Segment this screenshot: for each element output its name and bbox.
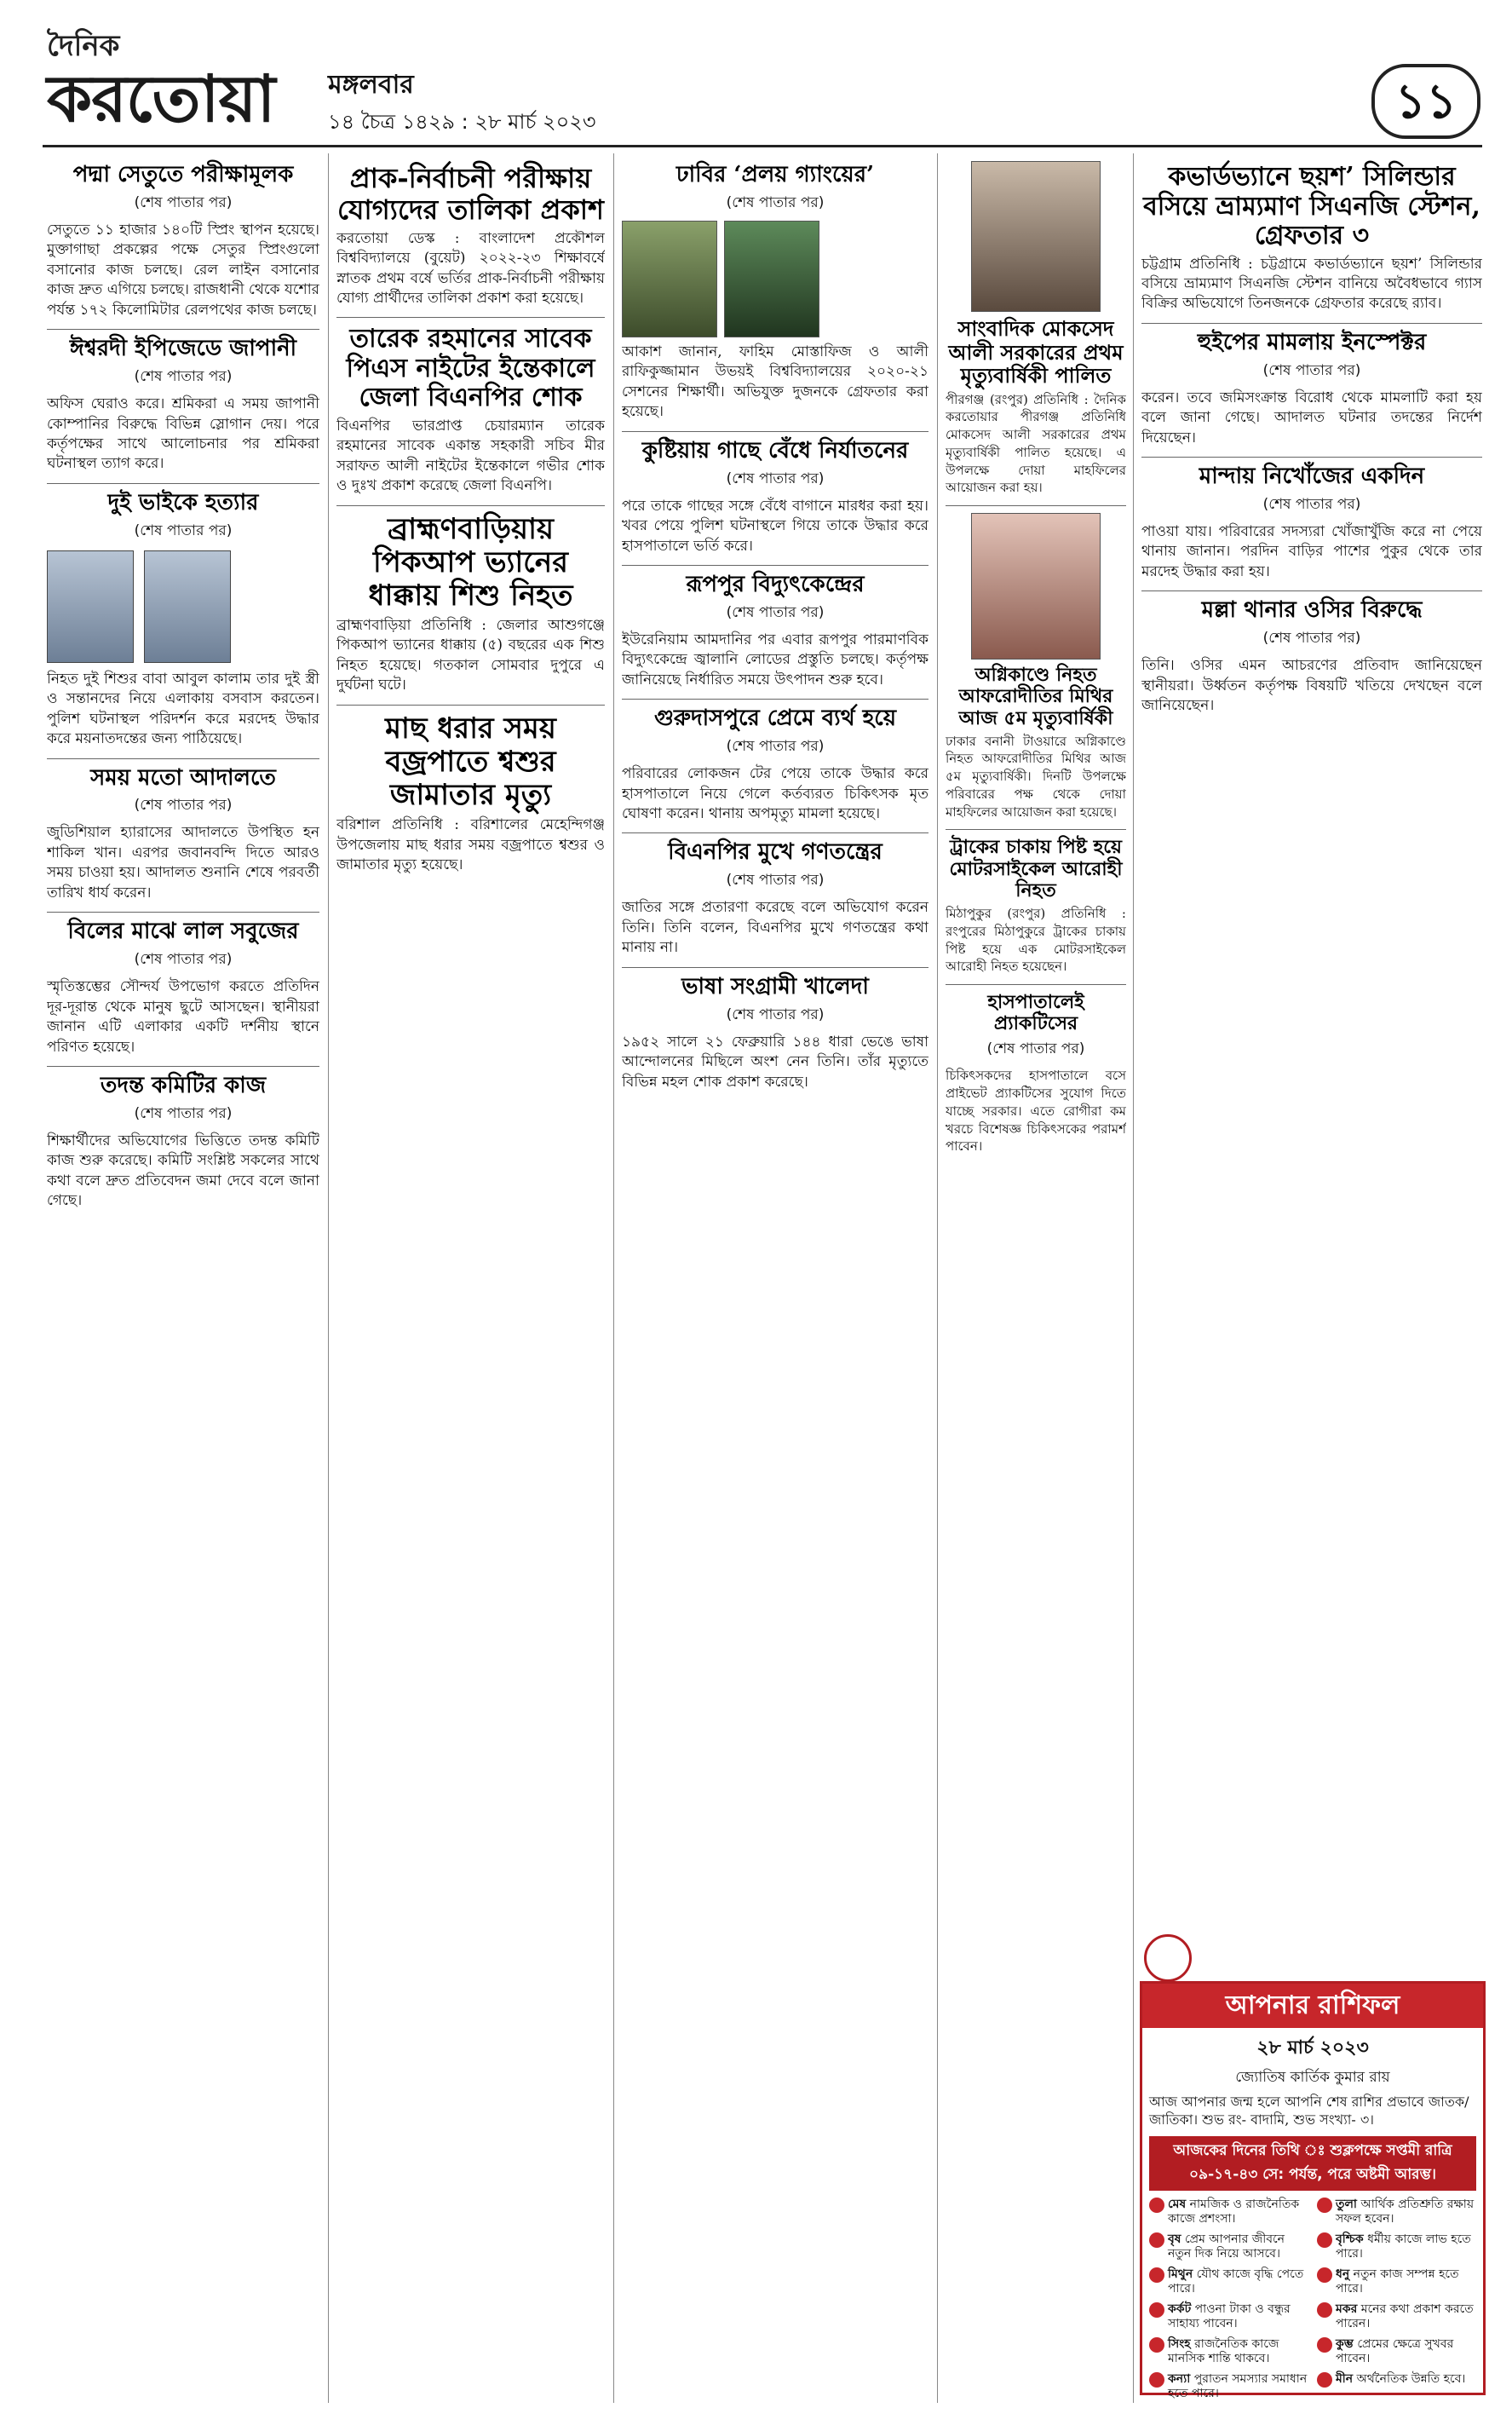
article-separator [47,483,319,484]
article-body: ইউরেনিয়াম আমদানির পর এবার রূপপুর পারমাণবিক বিদ্যুৎকেন্দ্রে জ্বালানি লোডের প্রস্তুতি চলছে। কর্তৃপক্ষ জানিয়েছে নির্ধারিত সময়ে উৎপাদন শুরু হবে। [622,631,928,688]
article-separator [622,699,928,700]
zodiac-icon [1317,2337,1332,2353]
article-body: আকাশ জানান, ফাহিম মোস্তাফিজ ও আলী রাফিকুজ্জামান উভয়ই বিশ্ববিদ্যালয়ের ২০২০-২১ সেশনের শিক্ষার্থী। অভিযুক্ত দুজনকে গ্রেফতার করা হয়েছে। [622,343,928,421]
zodiac-icon [1149,2232,1164,2248]
zodiac-name: ধনু [1336,2267,1350,2281]
article-separator [622,431,928,432]
zodiac-name: বৃষ [1168,2232,1181,2246]
article [1141,163,1482,314]
zodiac-name: মিথুন [1168,2267,1193,2281]
article-body: নিহত দুই শিশুর বাবা আবুল কালাম তার দুই স্ত্রী ও সন্তানদের নিয়ে এলাকায় বসবাস করতেন। পুলিশ ঘটনাস্থল পরিদর্শন করে মরদেহ উদ্ধার করে ময়নাতদন্তের জন্য পাঠিয়েছে। [47,670,319,748]
zodiac-sign [1149,2372,1308,2402]
article-headline: অগ্নিকাণ্ডে নিহত আফরোদীতির মিথির আজ ৫ম মৃত্যুবার্ষিকী [958,663,1113,729]
article-separator [1141,590,1482,591]
article [622,163,928,423]
zodiac-icon [1149,2198,1164,2213]
article-separator [336,317,605,318]
article-continuation: (শেষ পাতার পর) [986,1040,1085,1058]
zodiac-icon [1317,2267,1332,2283]
journalist-portrait [971,161,1101,312]
article-body: সেতুতে ১১ হাজার ১৪০টি স্প্রিং স্থাপন হয়েছে। মুক্তাগাছা প্রকল্পের পক্ষে সেতুর স্প্রিংগুলো বসানোর কাজ চলছে। রেল লাইন বসানোর কাজ দ্রুত এগিয়ে চলছে। রাজধানী থেকে যশোর পর্যন্ত ১৭২ কিলোমিটার রেলপথের কাজ চলছে। [47,221,319,319]
zodiac-signs [1142,2194,1483,2405]
zodiac-text: প্রেমের ক্ষেত্রে সুখবর পাবেন। [1336,2336,1454,2366]
article [622,439,928,556]
article-continuation: (শেষ পাতার পর) [134,1104,233,1122]
article-body: পরিবারের লোকজন টের পেয়ে তাকে উদ্ধার করে হাসপাতালে নিয়ে গেলে কর্তব্যরত চিকিৎসক মৃত ঘোষণা করেন। থানায় অপমৃত্যু মামলা হয়েছে। [622,765,928,822]
article-headline: ঢাবির ‘প্রলয় গ্যাংয়ের’ [676,162,875,187]
article-body: চট্টগ্রাম প্রতিনিধি : চট্টগ্রামে কভার্ডভ্যানে ছয়শ’ সিলিন্ডার বসিয়ে ভ্রাম্যমাণ সিএনজি স্টেশন বানিয়ে অবৈধভাবে গ্যাস বিক্রির অভিযোগে তিনজনকে গ্রেফতার করেছে র‌্যাব। [1141,255,1482,313]
article [47,919,319,1057]
horoscope-tithi: আজকের দিনের তিথি ঃ শুক্লপক্ষে সপ্তমী রাত্রি ০৯-১৭-৪৩ সে: পর্যন্ত, পরে অষ্টমী আরম্ভ। [1149,2136,1476,2191]
article-separator [47,758,319,759]
victim-portrait [971,513,1101,660]
article-continuation: (শেষ পাতার পর) [134,193,233,211]
page-number: ১১ [1371,64,1480,139]
article-separator [47,329,319,330]
zodiac-name: মেষ [1168,2197,1187,2211]
article-body: ১৯৫২ সালে ২১ ফেব্রুয়ারি ১৪৪ ধারা ভেঙে ভাষা আন্দোলনের মিছিলে অংশ নেন তিনি। তাঁর মৃত্যুতে বিভিন্ন মহল শোক প্রকাশ করেছে। [622,1033,928,1091]
zodiac-text: ধর্মীয় কাজে লাভ হতে পারে। [1336,2232,1471,2261]
zodiac-name: কুম্ভ [1336,2336,1354,2351]
article-separator [622,967,928,968]
article [47,163,319,320]
zodiac-text: প্রেম আপনার জীবনে নতুন দিক নিয়ে আসবে। [1168,2232,1285,2261]
article-headline: গুরুদাসপুরে প্রেমে ব্যর্থ হয়ে [653,706,897,732]
article-continuation: (শেষ পাতার পর) [726,193,825,211]
article [946,161,1126,497]
newspaper-name-small: দৈনিক [47,29,120,63]
zodiac-name: বৃশ্চিক [1336,2232,1364,2246]
accused-photos [622,221,928,337]
zodiac-icon [1149,2337,1164,2353]
article-headline: মল্লা থানার ওসির বিরুদ্ধে [1201,597,1423,624]
article-body: পাওয়া যায়। পরিবারের সদস্যরা খোঁজাখুঁজি করে না পেয়ে থানায় জানান। পরদিন বাড়ির পাশের পুকুর থেকে তার মরদেহ উদ্ধার করা হয়। [1141,523,1482,580]
victim-photo [47,550,134,663]
zodiac-sign [1149,2198,1308,2227]
newspaper-logo: করতোয়া [47,60,275,136]
zodiac-name: কর্কট [1168,2301,1192,2316]
zodiac-text: আর্থিক প্রতিশ্রুতি রক্ষায় সফল হবেন। [1336,2197,1475,2226]
article-separator [1141,457,1482,458]
article-continuation: (শেষ পাতার পর) [134,368,233,386]
article-separator [47,912,319,913]
article [336,163,605,308]
article-separator [946,984,1126,985]
zodiac-sign [1317,2337,1476,2367]
zodiac-sign [1317,2267,1476,2297]
article-body: বিএনপির ভারপ্রাপ্ত চেয়ারম্যান তারেক রহমানের সাবেক একান্ত সহকারী সচিব মীর সরাফত আলী নাইটের ইন্তেকালে গভীর শোক ও দুঃখ প্রকাশ করেছে জেলা বিএনপি। [336,417,605,495]
article [1141,598,1482,716]
article-separator [1141,323,1482,324]
article-headline: ভাষা সংগ্রামী খালেদা [681,973,869,999]
article-headline: বিএনপির মুখে গণতন্ত্রের [668,839,882,866]
article [946,837,1126,976]
article-headline: হাসপাতালেই প্র্যাকটিসের [987,990,1084,1035]
column-divider [613,153,614,2403]
article-continuation: (শেষ পাতার পর) [1262,361,1361,379]
zodiac-sign [1317,2302,1476,2332]
article-headline: ট্রাকের চাকায় পিষ্ট হয়ে মোটরসাইকেল আরোহী নিহত [949,836,1123,902]
article-body: বরিশাল প্রতিনিধি : বরিশালের মেহেন্দিগঞ্জ উপজেলায় মাছ ধরার সময় বজ্রপাতে শ্বশুর ও জামাতার মৃত্যু হয়েছে। [336,816,605,873]
zodiac-icon [1149,2372,1164,2388]
zodiac-icon [1317,2302,1332,2318]
issue-date: ১৪ চৈত্র ১৪২৯ : ২৮ মার্চ ২০২৩ [328,110,596,134]
zodiac-icon [1317,2232,1332,2248]
article-continuation: (শেষ পাতার পর) [726,872,825,890]
article-headline: হুইপের মামলায় ইনস্পেক্টর [1197,329,1427,355]
zodiac-text: পুরাতন সমস্যার সমাধান হতে পারে। [1168,2371,1308,2401]
issue-day: মঙ্গলবার [328,70,414,100]
zodiac-icon [1149,2302,1164,2318]
article-body: পীরগঞ্জ (রংপুর) প্রতিনিধি : দৈনিক করতোয়ার পীরগঞ্জ প্রতিনিধি মোকসেদ আলী সরকারের প্রথম মৃত্যুবার্ষিকী পালিত হয়েছে। এ উপলক্ষে দোয়া মাহফিলের আয়োজন করা হয়। [946,391,1126,496]
article-headline: রূপপুর বিদ্যুৎকেন্দ্রের [686,571,865,597]
zodiac-name: কন্যা [1168,2371,1191,2386]
victim-photo [144,550,231,663]
article [1141,331,1482,448]
horoscope-author: জ্যোতিষ কার্তিক কুমার রায় [1235,2069,1390,2086]
horoscope-title: আপনার রাশিফল [1142,1984,1483,2028]
article [336,712,605,876]
article-continuation: (শেষ পাতার পর) [726,469,825,487]
article [622,840,928,958]
article-headline: তদন্ত কমিটির কাজ [100,1072,267,1098]
article-continuation: (শেষ পাতার পর) [1262,496,1361,513]
accused-photo [724,221,819,337]
column-divider [1133,153,1134,2403]
zodiac-text: নতুন কাজ সম্পন্ন হতে পারে। [1336,2267,1459,2296]
article-body: মিঠাপুকুর (রংপুর) প্রতিনিধি : রংপুরের মিঠাপুকুরে ট্রাকের চাকায় পিষ্ট হয়ে এক মোটরসাইকেল আরোহী নিহত হয়েছেন। [946,906,1126,975]
article-headline: পদ্মা সেতুতে পরীক্ষামূলক [72,162,294,187]
header-rule [43,145,1482,147]
zodiac-text: নামজিক ও রাজনৈতিক কাজে প্রশংসা। [1168,2197,1300,2226]
article-body: স্মৃতিস্তম্ভের সৌন্দর্য উপভোগ করতে প্রতিদিন দূর-দূরান্ত থেকে মানুষ ছুটে আসছেন। স্থানীয়রা জানান এটি এলাকার একটি দর্শনীয় স্থানে পরিণত হয়েছে। [47,978,319,1056]
column-3 [622,158,928,2399]
article-headline: কভার্ডভ্যানে ছয়শ’ সিলিন্ডার বসিয়ে ভ্রাম্যমাণ সিএনজি স্টেশন, গ্রেফতার ৩ [1143,162,1480,251]
column-5 [1141,158,1482,1930]
article [336,513,605,696]
zodiac-sign [1317,2372,1476,2402]
article-continuation: (শেষ পাতার পর) [1262,630,1361,648]
article-separator [946,505,1126,506]
article-headline: সময় মতো আদালতে [90,764,276,791]
masthead [0,0,1512,149]
article-headline: ঈশ্বরদী ইপিজেডে জাপানী [69,336,297,362]
zodiac-text: অর্থনৈতিক উন্নতি হবে। [1356,2371,1466,2386]
column-1 [47,158,319,2399]
zodiac-name: মীন [1336,2371,1354,2386]
article-continuation: (শেষ পাতার পর) [726,738,825,756]
horoscope-intro: আজ আপনার জন্ম হলে আপনি শেষ রাশির প্রভাবে জাতক/জাতিকা। শুভ রং- বাদামি, শুভ সংখ্যা- ৩। [1149,2094,1469,2128]
article [622,573,928,690]
article [946,513,1126,821]
article [622,706,928,824]
horoscope-box [1140,1981,1486,2401]
article [336,325,605,496]
article-body: ঢাকার বনানী টাওয়ারে অগ্নিকাণ্ডে নিহত আফরোদীতির মিথির আজ ৫ম মৃত্যুবার্ষিকী। দিনটি উপলক্ষে পরিবারের পক্ষ থেকে দোয়া মাহফিলের আয়োজন করা হয়েছে। [946,733,1126,820]
zodiac-icon [1317,2198,1332,2213]
article [47,766,319,904]
column-2 [336,158,605,2399]
article-headline: সাংবাদিক মোকসেদ আলী সরকারের প্রথম মৃত্যুবার্ষিকী পালিত [948,316,1124,389]
article [47,491,319,750]
article [47,337,319,475]
article-continuation: (শেষ পাতার পর) [726,603,825,621]
zodiac-wheel-icon [1144,1934,1192,1982]
article-body: করেন। তবে জমিসংক্রান্ত বিরোধ থেকে মামলাটি করা হয় বলে জানা গেছে। আদালত ঘটনার তদন্তের নির্দেশ দিয়েছেন। [1141,389,1482,446]
victims-photos [47,550,319,663]
zodiac-icon [1317,2372,1332,2388]
article-separator [622,832,928,833]
article-headline: ব্রাহ্মণবাড়িয়ায় পিকআপ ভ্যানের ধাক্কায় শিশু নিহত [368,511,573,613]
zodiac-name: মকর [1336,2301,1358,2316]
article-separator [622,565,928,566]
article [1141,464,1482,582]
article-body: শিক্ষার্থীদের অভিযোগের ভিত্তিতে তদন্ত কমিটি কাজ শুরু করেছে। কমিটি সংশ্লিষ্ট সকলের সাথে কথা বলে দ্রুত প্রতিবেদন জমা দেবে বলে জানা গেছে। [47,1132,319,1210]
zodiac-text: রাজনৈতিক কাজে মানসিক শান্তি থাকবে। [1168,2336,1279,2366]
zodiac-name: সিংহ [1168,2336,1191,2351]
article-separator [47,1066,319,1067]
article-continuation: (শেষ পাতার পর) [134,951,233,969]
article [622,975,928,1092]
zodiac-sign [1149,2267,1308,2297]
zodiac-sign [1149,2302,1308,2332]
zodiac-name: তুলা [1336,2197,1357,2211]
article-headline: কুষ্টিয়ায় গাছে বেঁধে নির্যাতনের [641,437,909,464]
column-4 [946,158,1126,2399]
article-headline: তারেক রহমানের সাবেক পিএস নাইটের ইন্তেকালে জেলা বিএনপির শোক [346,324,595,413]
article-separator [336,705,605,706]
article-headline: প্রাক-নির্বাচনী পরীক্ষায় যোগ্যদের তালিকা প্রকাশ [337,162,604,226]
article-body: জুডিশিয়াল হ্যারাসের আদালতে উপস্থিত হন শাকিল খান। এরপর জবানবন্দি দিতে আরও সময় চাওয়া হয়। আদালত শুনানি শেষে পরবর্তী তারিখ ধার্য করেন। [47,824,319,902]
article-headline: মাছ ধরার সময় বজ্রপাতে শ্বশুর জামাতার মৃত্যু [385,711,556,812]
article [47,1074,319,1212]
column-divider [937,153,938,2403]
column-divider [328,153,329,2403]
article-body: চিকিৎসকদের হাসপাতালে বসে প্রাইভেট প্র্যাকটিসের সুযোগ দিতে যাচ্ছে সরকার। এতে রোগীরা কম খরচে বিশেষজ্ঞ চিকিৎসকের পরামর্শ পাবেন। [946,1068,1126,1155]
article-headline: বিলের মাঝে লাল সবুজের [67,919,299,945]
article-headline: দুই ভাইকে হত্যার [107,489,259,516]
article-headline: মান্দায় নিখোঁজের একদিন [1199,464,1425,490]
article-separator [336,505,605,506]
article-separator [946,829,1126,830]
article-body: পরে তাকে গাছের সঙ্গে বেঁধে বাগানে মারধর করা হয়। খবর পেয়ে পুলিশ ঘটনাস্থলে গিয়ে তাকে উদ্ধার করে হাসপাতালে ভর্তি করে। [622,497,928,555]
article-continuation: (শেষ পাতার পর) [134,521,233,539]
zodiac-sign [1317,2198,1476,2227]
article-body: করতোয়া ডেস্ক : বাংলাদেশ প্রকৌশল বিশ্ববিদ্যালয়ে (বুয়েট) ২০২২-২৩ শিক্ষাবর্ষে স্নাতক প্রথম বর্ষে ভর্তির প্রাক-নির্বাচনী পরীক্ষায় যোগ্য প্রার্থীদের তালিকা প্রকাশ করা হয়েছে। [336,229,605,307]
zodiac-text: পাওনা টাকা ও বন্ধুর সাহায্য পাবেন। [1168,2301,1291,2331]
zodiac-text: যৌথ কাজে বৃদ্ধি পেতে পারে। [1168,2267,1304,2296]
article-body: তিনি। ওসির এমন আচরণের প্রতিবাদ জানিয়েছেন স্থানীয়রা। উর্ধ্বতন কর্তৃপক্ষ বিষয়টি খতিয়ে দেখছেন বলে জানিয়েছেন। [1141,657,1482,715]
zodiac-sign [1317,2232,1476,2262]
article-continuation: (শেষ পাতার পর) [134,797,233,815]
zodiac-sign [1149,2337,1308,2367]
zodiac-text: মনের কথা প্রকাশ করতে পারেন। [1336,2301,1474,2331]
article-body: অফিস ঘেরাও করে। শ্রমিকরা এ সময় জাপানী কোম্পানির বিরুদ্ধে বিভিন্ন স্লোগান দেয়। পরে কর্তৃপক্ষের সাথে আলোচনার পর শ্রমিকরা ঘটনাস্থল ত্যাগ করে। [47,395,319,473]
article [946,992,1126,1155]
zodiac-sign [1149,2232,1308,2262]
article-body: জাতির সঙ্গে প্রতারণা করেছে বলে অভিযোগ করেন তিনি। তিনি বলেন, বিএনপির মুখে গণতন্ত্রের কথা মানায় না। [622,899,928,957]
article-body: ব্রাহ্মণবাড়িয়া প্রতিনিধি : জেলার আশুগঞ্জে পিকআপ ভ্যানের ধাক্কায় (৫) বছরের এক শিশু নিহত হয়েছে। গতকাল সোমবার দুপুরে এ দুর্ঘটনা ঘটে। [336,617,605,694]
article-continuation: (শেষ পাতার পর) [726,1005,825,1023]
horoscope-date: ২৮ মার্চ ২০২৩ [1256,2037,1369,2059]
zodiac-icon [1149,2267,1164,2283]
accused-photo [622,221,717,337]
